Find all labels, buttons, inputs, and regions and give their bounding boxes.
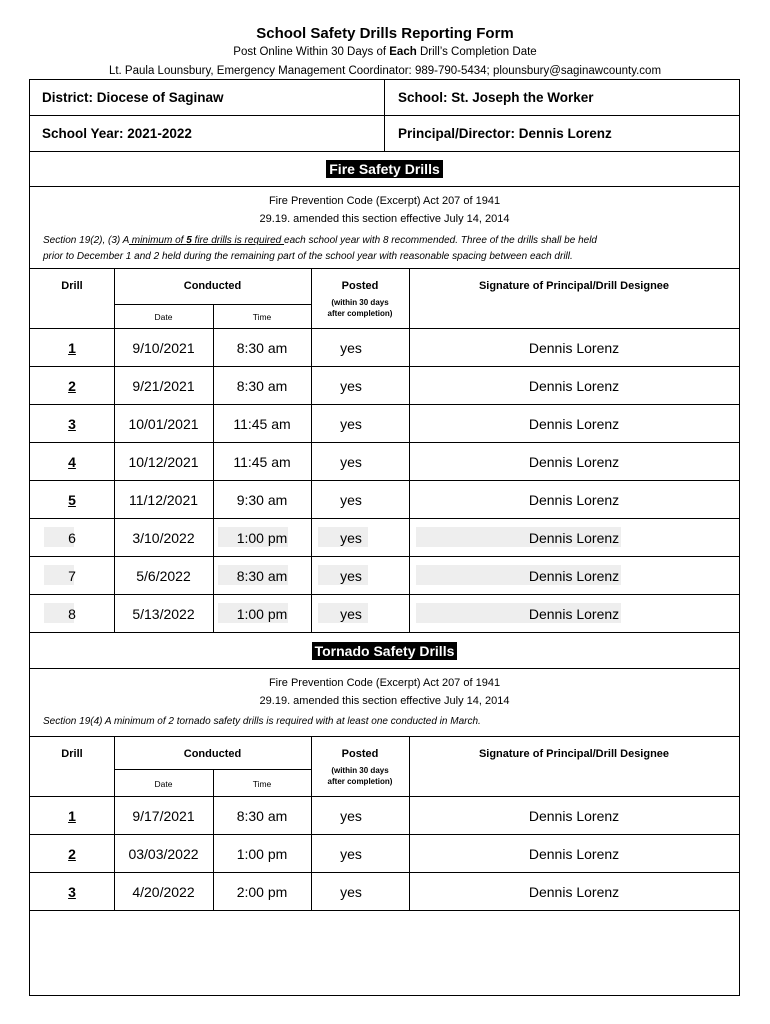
tornado-col-drill: Drill [61, 748, 83, 760]
fire-code-line2: 29.19. amended this section effective July 14, 2014 [259, 213, 510, 225]
fire-col-posted: Posted [341, 280, 379, 292]
drill-posted[interactable]: yes [340, 416, 362, 432]
posted-note-line2: after completion) [327, 309, 393, 318]
drill-date[interactable]: 4/20/2022 [132, 884, 195, 900]
drill-time[interactable]: 9:30 am [236, 492, 288, 508]
table-row [30, 873, 739, 911]
school-year-label: School Year: 2021-2022 [42, 126, 192, 141]
district-label: District: Diocese of Saginaw [42, 90, 224, 105]
info-row-district [30, 80, 739, 116]
posted-note-line1: (within 30 days [331, 298, 389, 307]
form-title: School Safety Drills Reporting Form [256, 25, 514, 42]
drill-date[interactable]: 03/03/2022 [128, 846, 199, 862]
tornado-section-band [30, 633, 739, 669]
table-row [30, 557, 739, 595]
drill-posted[interactable]: yes [340, 606, 362, 622]
table-row [30, 595, 739, 633]
drill-date[interactable]: 11/12/2021 [128, 492, 199, 508]
info-divider [384, 116, 385, 151]
drill-posted[interactable]: yes [340, 530, 362, 546]
principal-label: Principal/Director: Dennis Lorenz [398, 126, 612, 141]
tornado-col-posted-note [311, 765, 409, 787]
drill-time[interactable]: 2:00 pm [236, 884, 288, 900]
drill-signature[interactable]: Dennis Lorenz [528, 492, 620, 508]
blank-area [30, 911, 739, 995]
fire-col-conducted: Conducted [183, 280, 242, 292]
fire-col-time: Time [252, 312, 272, 322]
drill-time[interactable]: 8:30 am [236, 340, 288, 356]
drill-posted[interactable]: yes [340, 378, 362, 394]
table-row [30, 443, 739, 481]
fire-law-u1: minimum of [128, 235, 187, 246]
coordinator-line: Lt. Paula Lounsbury, Emergency Management Coordinator: 989-790-5434; plounsbury@saginawcounty.com [108, 65, 662, 77]
fire-code-block [30, 187, 739, 269]
fire-law-u2: fire drills is required [191, 235, 285, 246]
fire-col-signature: Signature of Principal/Drill Designee [478, 280, 670, 292]
school-label: School: St. Joseph the Worker [398, 90, 594, 105]
table-row [30, 797, 739, 835]
tornado-col-posted: Posted [341, 748, 379, 760]
tornado-code-block [30, 669, 739, 737]
form-subtitle [0, 46, 770, 58]
drill-date[interactable]: 10/01/2021 [128, 416, 199, 432]
drill-number: 3 [68, 416, 76, 432]
drill-time[interactable]: 8:30 am [236, 808, 288, 824]
drill-number: 3 [68, 884, 76, 900]
subtitle-bold: Each [389, 46, 417, 58]
drill-posted[interactable]: yes [340, 568, 362, 584]
drill-date[interactable]: 3/10/2022 [132, 530, 195, 546]
fire-law-post: each school year with 8 recommended. Three of the drills shall be held [284, 235, 597, 246]
tornado-law-text: Section 19(4) A minimum of 2 tornado safety drills is required with at least one conducted in March. [43, 716, 481, 727]
drill-number: 2 [68, 846, 76, 862]
tornado-code-line2: 29.19. amended this section effective July 14, 2014 [259, 695, 510, 707]
table-row [30, 481, 739, 519]
drill-signature[interactable]: Dennis Lorenz [528, 416, 620, 432]
drill-signature[interactable]: Dennis Lorenz [528, 378, 620, 394]
fire-law-underlined [129, 235, 284, 246]
fire-section-band [30, 152, 739, 187]
table-row [30, 835, 739, 873]
tornado-col-time: Time [252, 779, 272, 789]
table-row [30, 519, 739, 557]
subtitle-post: Drill’s Completion Date [416, 46, 537, 58]
tornado-col-conducted: Conducted [183, 748, 242, 760]
fire-table-header [30, 269, 739, 329]
drill-number: 1 [68, 340, 76, 356]
info-divider [384, 80, 385, 115]
fire-col-drill: Drill [61, 280, 83, 292]
fire-col-posted-note [311, 297, 409, 319]
drill-posted[interactable]: yes [340, 884, 362, 900]
drill-posted[interactable]: yes [340, 492, 362, 508]
fire-law-pre: Section 19(2), (3) A [43, 235, 129, 246]
table-row [30, 405, 739, 443]
drill-time[interactable]: 1:00 pm [236, 530, 288, 546]
drill-number: 8 [68, 606, 76, 622]
fire-col-date: Date [154, 312, 173, 322]
tornado-code-line1: Fire Prevention Code (Excerpt) Act 207 of 1941 [268, 677, 501, 689]
drill-time[interactable]: 8:30 am [236, 378, 288, 394]
drill-posted[interactable]: yes [340, 808, 362, 824]
drill-date[interactable]: 9/17/2021 [132, 808, 195, 824]
drill-signature[interactable]: Dennis Lorenz [528, 606, 620, 622]
drill-number: 1 [68, 808, 76, 824]
fire-section-title: Fire Safety Drills [326, 160, 443, 178]
drill-date[interactable]: 5/6/2022 [136, 568, 191, 584]
drill-posted[interactable]: yes [340, 340, 362, 356]
fire-law-u-bold: 5 [186, 235, 192, 246]
drill-signature[interactable]: Dennis Lorenz [528, 568, 620, 584]
drill-time[interactable]: 1:00 pm [236, 606, 288, 622]
fire-law-line2: prior to December 1 and 2 held during the remaining part of the school year with reasonable spacing between each drill. [43, 251, 573, 262]
drill-time[interactable]: 1:00 pm [236, 846, 288, 862]
info-row-year [30, 116, 739, 152]
fire-law-line1 [43, 233, 723, 249]
tornado-col-signature: Signature of Principal/Drill Designee [478, 748, 670, 760]
drill-number: 2 [68, 378, 76, 394]
drill-date[interactable]: 9/21/2021 [132, 378, 195, 394]
posted-note-line1: (within 30 days [331, 766, 389, 775]
posted-note-line2: after completion) [327, 777, 393, 786]
drill-posted[interactable]: yes [340, 454, 362, 470]
drill-signature[interactable]: Dennis Lorenz [528, 808, 620, 824]
drill-signature[interactable]: Dennis Lorenz [528, 530, 620, 546]
drill-date[interactable]: 5/13/2022 [132, 606, 195, 622]
drill-date[interactable]: 10/12/2021 [128, 454, 199, 470]
form-frame [29, 79, 740, 996]
drill-time[interactable]: 8:30 am [236, 568, 288, 584]
tornado-section-title: Tornado Safety Drills [312, 642, 458, 660]
table-row [30, 329, 739, 367]
drill-time[interactable]: 11:45 am [233, 454, 291, 470]
drill-number: 4 [68, 454, 76, 470]
drill-signature[interactable]: Dennis Lorenz [528, 884, 620, 900]
drill-number: 6 [68, 530, 76, 546]
drill-number: 5 [68, 492, 76, 508]
drill-signature[interactable]: Dennis Lorenz [528, 454, 620, 470]
fire-law-text [43, 233, 723, 265]
drill-signature[interactable]: Dennis Lorenz [528, 340, 620, 356]
fire-code-line1: Fire Prevention Code (Excerpt) Act 207 of 1941 [268, 195, 501, 207]
drill-date[interactable]: 9/10/2021 [132, 340, 195, 356]
tornado-col-date: Date [154, 779, 173, 789]
drill-number: 7 [68, 568, 76, 584]
subtitle-pre: Post Online Within 30 Days of [233, 46, 390, 58]
drill-posted[interactable]: yes [340, 846, 362, 862]
drill-signature[interactable]: Dennis Lorenz [528, 846, 620, 862]
tornado-table-header [30, 737, 739, 797]
drill-time[interactable]: 11:45 am [233, 416, 291, 432]
table-row [30, 367, 739, 405]
